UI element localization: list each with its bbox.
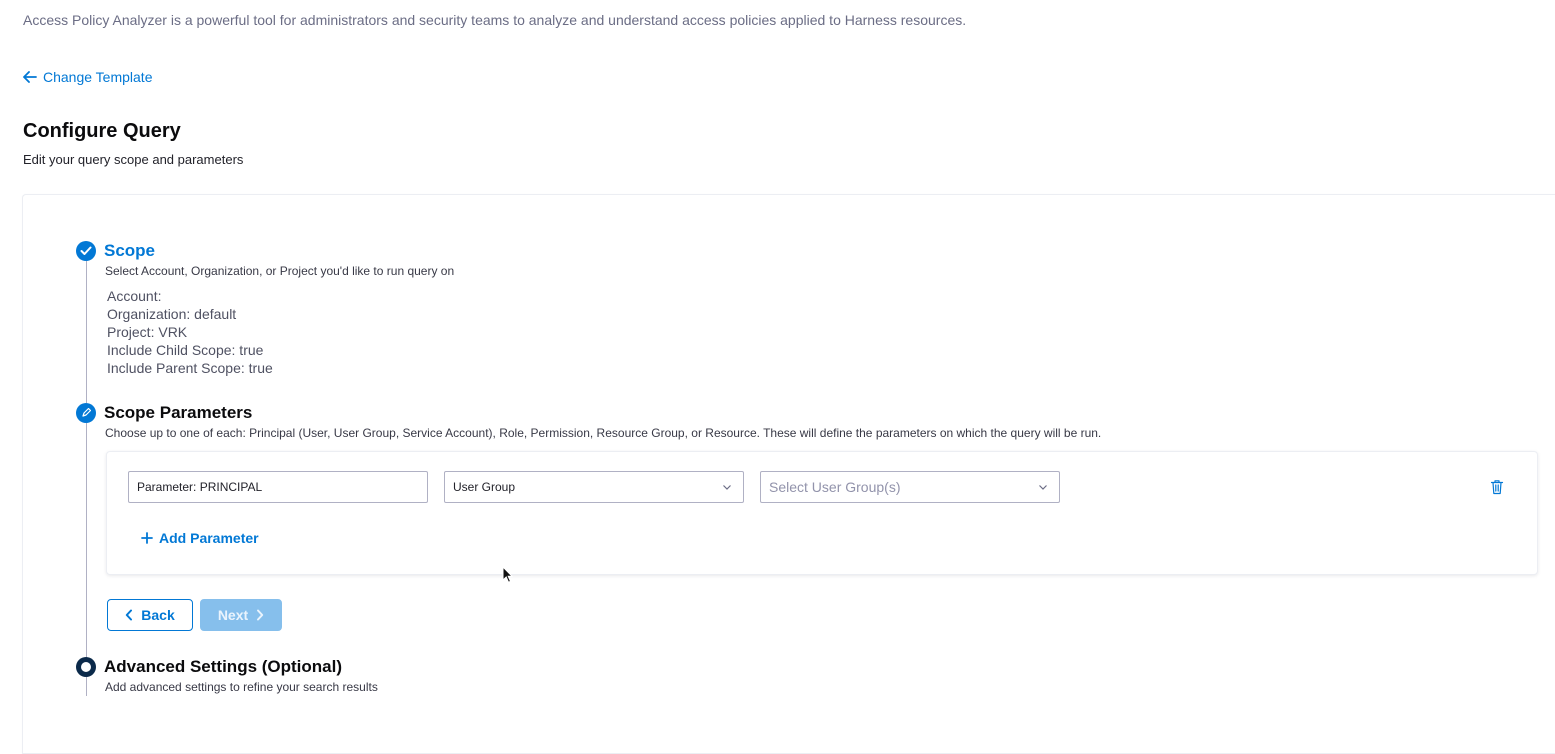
step-desc-scope: Select Account, Organization, or Project you'd like to run query on: [105, 264, 455, 278]
add-parameter-label: Add Parameter: [159, 530, 259, 546]
user-group-select[interactable]: [760, 471, 1060, 503]
scope-summary: [107, 287, 273, 377]
change-template-label: Change Template: [43, 69, 153, 85]
principal-type-value: User Group: [453, 480, 516, 494]
add-parameter-button[interactable]: [141, 530, 259, 546]
scope-summary-child-scope: Include Child Scope: true: [107, 342, 264, 358]
chevron-left-icon: [125, 609, 133, 621]
chevron-down-icon: [1037, 481, 1049, 493]
scope-summary-account: Account:: [107, 288, 162, 304]
user-group-placeholder: Select User Group(s): [769, 479, 901, 495]
step-desc-scope-parameters: Choose up to one of each: Principal (User, User Group, Service Account), Role, Permission, Resource Group, or Resource. These will define the parameters on which the query will be run.: [105, 426, 1102, 440]
scope-summary-project: Project: VRK: [107, 324, 188, 340]
chevron-down-icon: [721, 481, 733, 493]
pencil-circle-icon: [76, 403, 96, 423]
back-button[interactable]: [107, 599, 193, 631]
arrow-left-icon: [23, 71, 37, 83]
check-circle-icon: [76, 241, 96, 261]
parameter-name-value: Parameter: PRINCIPAL: [137, 480, 263, 494]
timeline-line-2: [86, 422, 87, 658]
timeline-line-3: [86, 676, 87, 696]
timeline-line-1: [86, 260, 87, 403]
mouse-cursor-icon: [502, 566, 514, 584]
next-button-label: Next: [217, 607, 249, 623]
scope-summary-organization: Organization: default: [107, 306, 237, 322]
step-title-advanced-settings: Advanced Settings (Optional): [104, 657, 343, 676]
ring-icon: [76, 657, 96, 677]
parameter-name-input[interactable]: [128, 471, 428, 503]
step-desc-advanced-settings: Add advanced settings to refine your search results: [105, 680, 378, 694]
back-button-label: Back: [141, 607, 175, 623]
step-title-scope-parameters: Scope Parameters: [104, 403, 253, 422]
change-template-link[interactable]: [23, 69, 152, 85]
next-button[interactable]: [200, 599, 282, 631]
chevron-right-icon: [256, 609, 264, 621]
principal-type-select[interactable]: [444, 471, 744, 503]
page-subtitle: Edit your query scope and parameters: [23, 152, 244, 167]
plus-icon: [141, 532, 153, 544]
page-title: Configure Query: [23, 120, 181, 142]
trash-icon[interactable]: [1490, 479, 1504, 495]
parameter-panel: [106, 451, 1538, 575]
scope-summary-parent-scope: Include Parent Scope: true: [107, 360, 273, 376]
intro-description: Access Policy Analyzer is a powerful tool for administrators and security teams to analyze and understand access policies applied to Harness resources.: [23, 12, 967, 28]
step-title-scope[interactable]: Scope: [104, 241, 156, 260]
